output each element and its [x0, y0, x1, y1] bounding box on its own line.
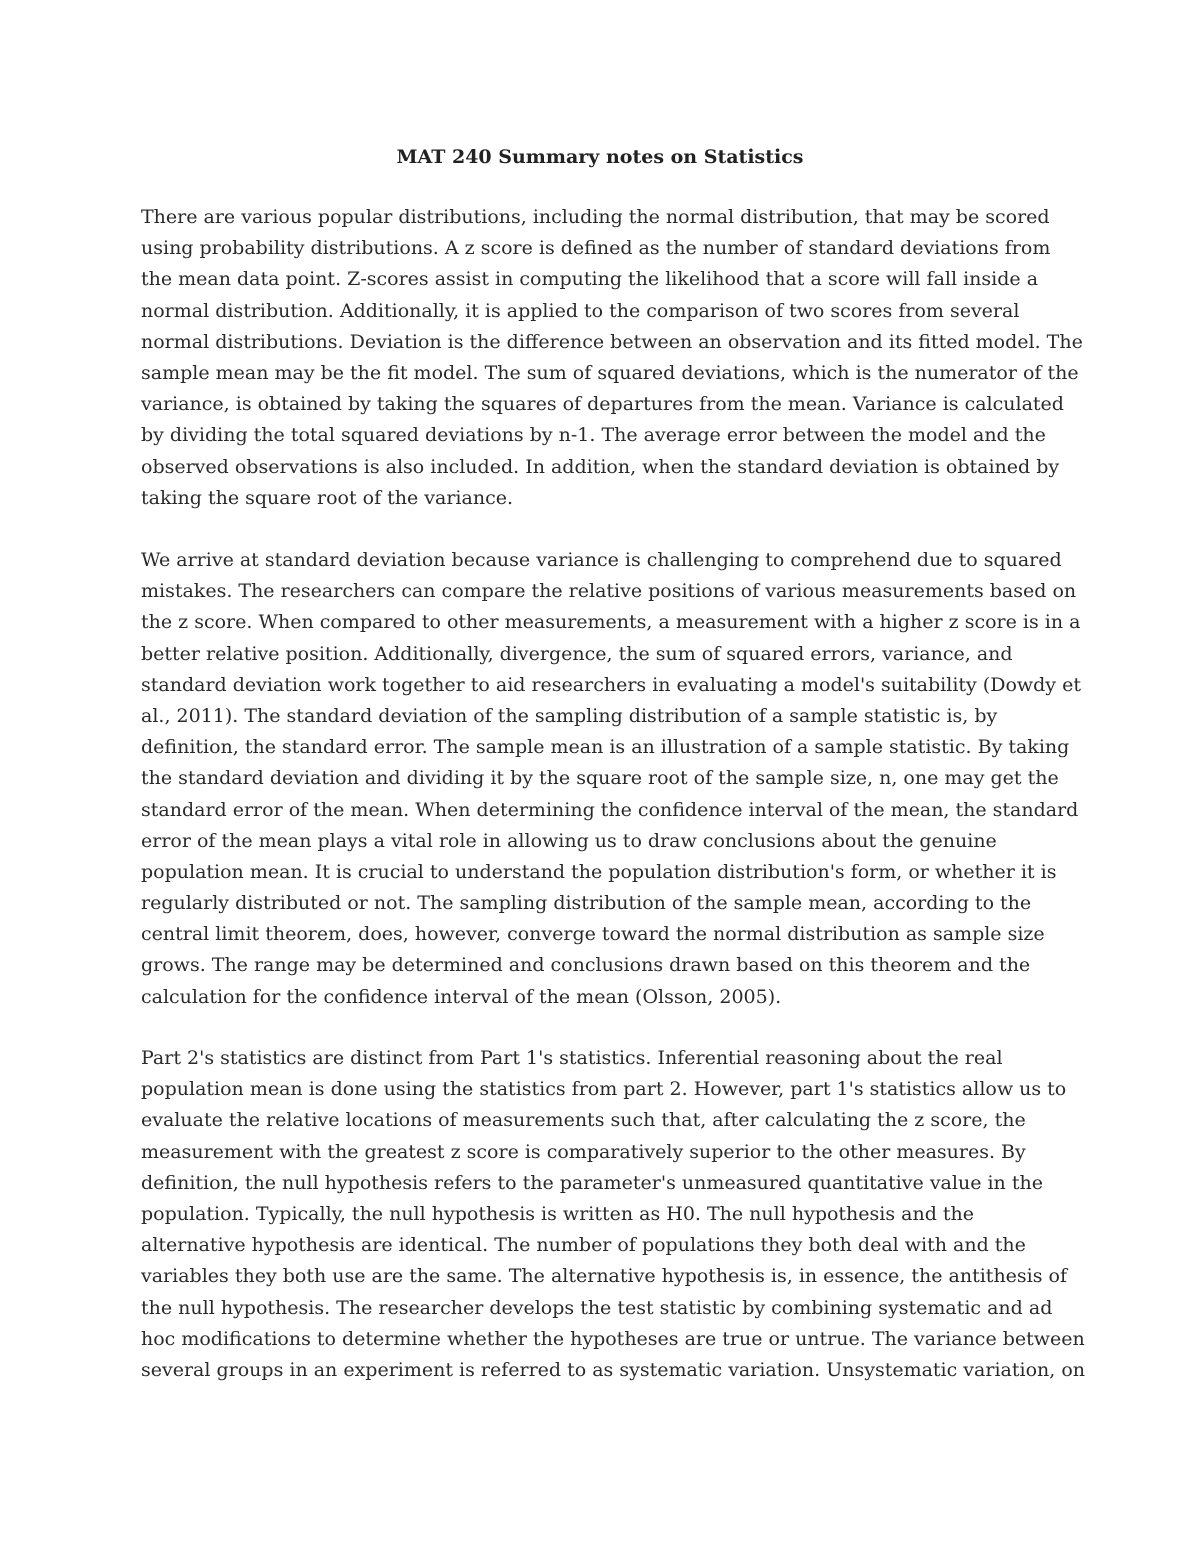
text-line: observed observations is also included. In addition, when the standard deviation is obtained by — [141, 455, 1060, 478]
text-line: standard deviation work together to aid researchers in evaluating a model's suitability (Dowdy et — [141, 673, 1081, 696]
text-line: by dividing the total squared deviations by n-1. The average error between the model and the — [141, 424, 1046, 447]
text-line: central limit theorem, does, however, converge toward the normal distribution as sample size — [141, 923, 1045, 946]
text-line: grows. The range may be determined and conclusions drawn based on this theorem and the — [141, 954, 1031, 977]
text-line: taking the square root of the variance. — [141, 486, 514, 509]
text-line: variance, is obtained by taking the squares of departures from the mean. Variance is calculated — [141, 393, 1064, 416]
text-line: There are various popular distributions, including the normal distribution, that may be scored — [141, 206, 1050, 228]
text-line: error of the mean plays a vital role in allowing us to draw conclusions about the genuine — [141, 829, 997, 852]
text-line: mistakes. The researchers can compare the relative positions of various measurements based on — [141, 580, 1077, 603]
text-line: the z score. When compared to other measurements, a measurement with a higher z score is in a — [141, 611, 1081, 634]
text-line: variables they both use are the same. The alternative hypothesis is, in essence, the antithesis of — [141, 1265, 1068, 1288]
text-line: population mean. It is crucial to understand the population distribution's form, or whether it is — [141, 860, 1057, 883]
text-line: calculation for the confidence interval of the mean (Olsson, 2005). — [141, 985, 782, 1008]
paragraph-3 — [141, 1043, 1085, 1386]
document-title: MAT 240 Summary notes on Statistics — [396, 146, 804, 168]
paragraph-1 — [141, 202, 1083, 514]
text-line: alternative hypothesis are identical. The number of populations they both deal with and the — [141, 1234, 1026, 1257]
text-line: sample mean may be the fit model. The sum of squared deviations, which is the numerator of the — [141, 361, 1079, 384]
text-line: using probability distributions. A z score is defined as the number of standard deviations from — [141, 237, 1051, 260]
text-line: the mean data point. Z-scores assist in computing the likelihood that a score will fall inside a — [141, 268, 1039, 291]
text-line: definition, the standard error. The sample mean is an illustration of a sample statistic. By taking — [141, 736, 1070, 759]
text-line: measurement with the greatest z score is comparatively superior to the other measures. By — [141, 1140, 1026, 1163]
text-line: the null hypothesis. The researcher develops the test statistic by combining systematic and ad — [141, 1296, 1053, 1319]
text-line: al., 2011). The standard deviation of the sampling distribution of a sample statistic is, by — [141, 704, 998, 727]
text-line: evaluate the relative locations of measurements such that, after calculating the z score, the — [141, 1109, 1026, 1132]
text-line: the standard deviation and dividing it by the square root of the sample size, n, one may get the — [141, 767, 1059, 790]
text-line: population mean is done using the statistics from part 2. However, part 1's statistics allow us to — [141, 1078, 1067, 1101]
text-line: standard error of the mean. When determining the confidence interval of the mean, the standard — [141, 798, 1079, 821]
text-line: We arrive at standard deviation because variance is challenging to comprehend due to squared — [141, 549, 1062, 571]
text-line: normal distributions. Deviation is the difference between an observation and its fitted model. The — [141, 330, 1083, 353]
text-line: better relative position. Additionally, divergence, the sum of squared errors, variance, and — [141, 642, 1013, 665]
text-line: hoc modifications to determine whether the hypotheses are true or untrue. The variance between — [141, 1327, 1085, 1350]
text-line: several groups in an experiment is referred to as systematic variation. Unsystematic variation, on — [141, 1358, 1085, 1381]
text-line: regularly distributed or not. The sampling distribution of the sample mean, according to the — [141, 892, 1032, 915]
text-line: Part 2's statistics are distinct from Part 1's statistics. Inferential reasoning about the real — [141, 1047, 1003, 1069]
text-line: population. Typically, the null hypothesis is written as H0. The null hypothesis and the — [141, 1202, 975, 1225]
text-line: definition, the null hypothesis refers to the parameter's unmeasured quantitative value in the — [141, 1171, 1043, 1194]
text-line: normal distribution. Additionally, it is applied to the comparison of two scores from several — [141, 299, 1020, 322]
paragraph-2 — [141, 545, 1081, 1013]
